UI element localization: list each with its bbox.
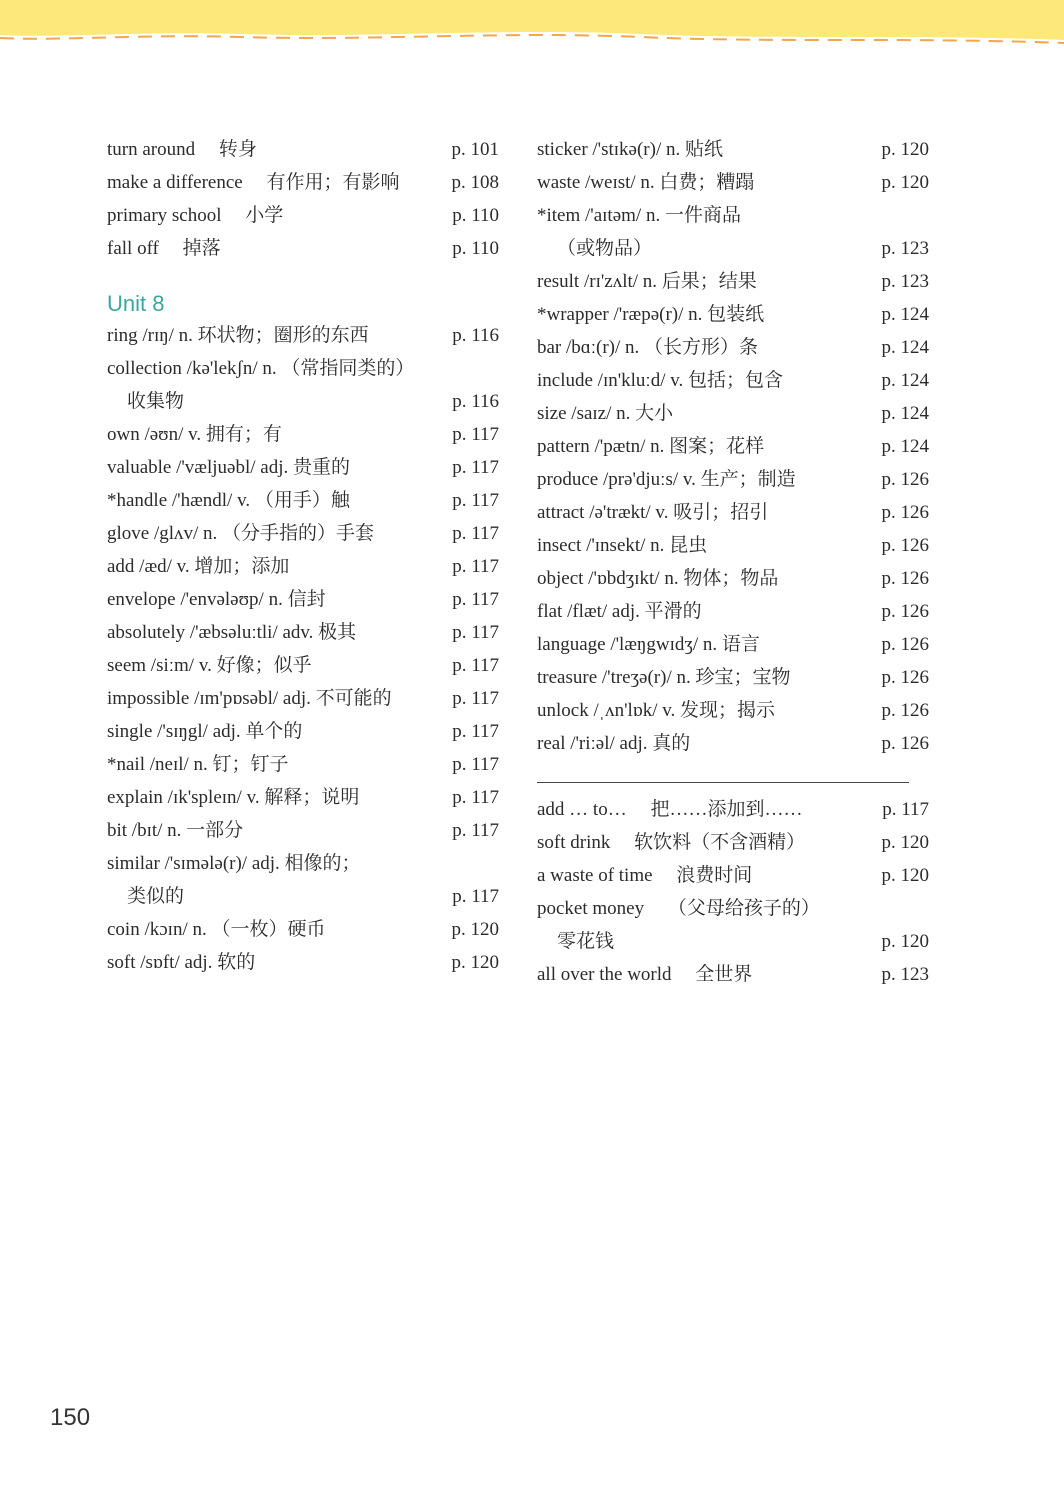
entry-text: *item /'aɪtəm/ n. 一件商品 xyxy=(537,205,741,226)
entry-page-ref: p. 120 xyxy=(451,919,499,940)
vocab-entry xyxy=(107,781,499,814)
entry-page-ref: p. 126 xyxy=(881,634,929,655)
entry-text: add … to… 把……添加到…… xyxy=(537,799,803,820)
entry-page-ref: p. 117 xyxy=(452,424,499,445)
vocab-entry xyxy=(107,232,499,265)
vocab-entry xyxy=(107,583,499,616)
entry-page-ref: p. 126 xyxy=(881,502,929,523)
entry-text: real /'riːəl/ adj. 真的 xyxy=(537,733,691,754)
vocab-entry xyxy=(537,166,929,199)
entry-page-ref: p. 120 xyxy=(881,931,929,952)
entry-text: size /saɪz/ n. 大小 xyxy=(537,403,674,424)
entry-page-ref: p. 117 xyxy=(452,721,499,742)
entry-text: turn around 转身 xyxy=(107,139,257,160)
vocab-entry xyxy=(107,550,499,583)
entry-text: envelope /'envələʊp/ n. 信封 xyxy=(107,589,326,610)
vocab-entry xyxy=(537,859,929,892)
entry-page-ref: p. 126 xyxy=(881,568,929,589)
entry-text: pattern /'pætn/ n. 图案；花样 xyxy=(537,436,765,457)
entry-page-ref: p. 120 xyxy=(451,952,499,973)
vocab-entry xyxy=(537,892,929,925)
entry-text: （或物品） xyxy=(557,238,653,259)
entry-text: treasure /'treʒə(r)/ n. 珍宝；宝物 xyxy=(537,667,791,688)
entry-page-ref: p. 124 xyxy=(881,436,929,457)
vocab-entry xyxy=(107,682,499,715)
entry-text: glove /glʌv/ n. （分手指的）手套 xyxy=(107,523,375,544)
phrase-list-bottom xyxy=(537,793,929,991)
entry-page-ref: p. 117 xyxy=(452,457,499,478)
vocab-entry xyxy=(537,694,929,727)
entry-text: waste /weɪst/ n. 白费；糟蹋 xyxy=(537,172,755,193)
right-column xyxy=(537,133,929,991)
vocab-entry xyxy=(107,166,499,199)
entry-page-ref: p. 117 xyxy=(452,820,499,841)
entry-text: produce /prə'djuːs/ v. 生产；制造 xyxy=(537,469,796,490)
vocab-entry xyxy=(537,826,929,859)
vocab-entry xyxy=(537,496,929,529)
vocab-entry xyxy=(537,463,929,496)
vocab-entry xyxy=(107,418,499,451)
entry-page-ref: p. 101 xyxy=(451,139,499,160)
vocab-entry xyxy=(537,232,929,265)
entry-page-ref: p. 126 xyxy=(881,733,929,754)
entry-text: pocket money （父母给孩子的） xyxy=(537,898,820,919)
entry-page-ref: p. 117 xyxy=(452,787,499,808)
entry-page-ref: p. 126 xyxy=(881,667,929,688)
entry-page-ref: p. 117 xyxy=(452,754,499,775)
entry-page-ref: p. 120 xyxy=(881,865,929,886)
entry-text: *nail /neɪl/ n. 钉；钉子 xyxy=(107,754,289,775)
unit-heading: Unit 8 xyxy=(107,291,165,316)
entry-text: explain /ɪk'spleɪn/ v. 解释；说明 xyxy=(107,787,360,808)
entry-text: *handle /'hændl/ v. （用手）触 xyxy=(107,490,350,511)
entry-text: all over the world 全世界 xyxy=(537,964,753,985)
entry-text: fall off 掉落 xyxy=(107,238,221,259)
entry-text: language /'læŋgwɪdʒ/ n. 语言 xyxy=(537,634,760,655)
entry-text: attract /ə'trækt/ v. 吸引；招引 xyxy=(537,502,769,523)
entry-page-ref: p. 124 xyxy=(881,304,929,325)
entry-text: soft drink 软饮料（不含酒精） xyxy=(537,832,806,853)
vocab-entry xyxy=(107,616,499,649)
entry-page-ref: p. 117 xyxy=(452,490,499,511)
vocab-entry xyxy=(107,913,499,946)
vocab-entry xyxy=(537,727,929,760)
vocab-entry xyxy=(107,133,499,166)
vocab-entry xyxy=(107,880,499,913)
entry-page-ref: p. 117 xyxy=(882,799,929,820)
entry-page-ref: p. 126 xyxy=(881,700,929,721)
entry-text: make a difference 有作用；有影响 xyxy=(107,172,400,193)
entry-text: add /æd/ v. 增加；添加 xyxy=(107,556,290,577)
entry-text: result /rɪ'zʌlt/ n. 后果；结果 xyxy=(537,271,757,292)
vocab-entry xyxy=(537,364,929,397)
top-decorative-band xyxy=(0,0,1064,48)
entry-page-ref: p. 116 xyxy=(452,325,499,346)
entry-text: object /'ɒbdʒɪkt/ n. 物体；物品 xyxy=(537,568,779,589)
left-column xyxy=(107,133,499,979)
entry-page-ref: p. 126 xyxy=(881,535,929,556)
entry-text: primary school 小学 xyxy=(107,205,284,226)
vocab-entry xyxy=(107,484,499,517)
vocab-entry xyxy=(107,319,499,352)
entry-page-ref: p. 123 xyxy=(881,964,929,985)
entry-text: collection /kə'lekʃn/ n. （常指同类的） xyxy=(107,358,415,379)
entry-page-ref: p. 120 xyxy=(881,139,929,160)
vocab-entry xyxy=(537,958,929,991)
entry-text: 收集物 xyxy=(127,391,185,412)
entry-page-ref: p. 120 xyxy=(881,172,929,193)
vocab-entry xyxy=(107,946,499,979)
entry-text: bar /bɑː(r)/ n. （长方形）条 xyxy=(537,337,759,358)
entry-text: absolutely /'æbsəluːtli/ adv. 极其 xyxy=(107,622,357,643)
entry-page-ref: p. 124 xyxy=(881,403,929,424)
entry-page-ref: p. 117 xyxy=(452,523,499,544)
entry-page-ref: p. 124 xyxy=(881,337,929,358)
entry-page-ref: p. 120 xyxy=(881,832,929,853)
entry-page-ref: p. 110 xyxy=(452,238,499,259)
vocab-entry xyxy=(107,199,499,232)
vocab-entry xyxy=(537,265,929,298)
vocab-entry xyxy=(537,199,929,232)
vocab-entry xyxy=(537,397,929,430)
page-number: 150 xyxy=(50,1404,91,1431)
entry-text: sticker /'stɪkə(r)/ n. 贴纸 xyxy=(537,139,723,160)
entry-text: a waste of time 浪费时间 xyxy=(537,865,753,886)
vocabulary-list-left xyxy=(107,319,499,979)
entry-text: 零花钱 xyxy=(557,931,615,952)
vocab-entry xyxy=(107,847,499,880)
entry-text: bit /bɪt/ n. 一部分 xyxy=(107,820,244,841)
entry-text: similar /'sɪmələ(r)/ adj. 相像的； xyxy=(107,853,361,874)
entry-text: 类似的 xyxy=(127,886,185,907)
entry-page-ref: p. 117 xyxy=(452,655,499,676)
vocab-entry xyxy=(107,814,499,847)
section-divider xyxy=(537,782,909,783)
vocab-entry xyxy=(537,331,929,364)
entry-text: insect /'ɪnsekt/ n. 昆虫 xyxy=(537,535,708,556)
entry-page-ref: p. 117 xyxy=(452,622,499,643)
vocab-entry xyxy=(537,661,929,694)
vocab-entry xyxy=(537,298,929,331)
entry-page-ref: p. 123 xyxy=(881,271,929,292)
entry-text: impossible /ɪm'pɒsəbl/ adj. 不可能的 xyxy=(107,688,392,709)
vocab-entry xyxy=(537,925,929,958)
entry-page-ref: p. 117 xyxy=(452,589,499,610)
entry-text: coin /kɔɪn/ n. （一枚）硬币 xyxy=(107,919,326,940)
vocab-entry xyxy=(537,595,929,628)
entry-text: valuable /'væljuəbl/ adj. 贵重的 xyxy=(107,457,350,478)
entry-page-ref: p. 117 xyxy=(452,886,499,907)
entry-page-ref: p. 126 xyxy=(881,601,929,622)
entry-page-ref: p. 123 xyxy=(881,238,929,259)
vocab-entry xyxy=(107,451,499,484)
entry-text: unlock /ˌʌn'lɒk/ v. 发现；揭示 xyxy=(537,700,776,721)
phrase-list-top xyxy=(107,133,499,265)
vocab-entry xyxy=(537,133,929,166)
entry-text: *wrapper /'ræpə(r)/ n. 包装纸 xyxy=(537,304,765,325)
entry-page-ref: p. 116 xyxy=(452,391,499,412)
vocab-entry xyxy=(107,649,499,682)
vocab-entry xyxy=(107,352,499,385)
entry-text: flat /flæt/ adj. 平滑的 xyxy=(537,601,702,622)
vocab-entry xyxy=(537,562,929,595)
entry-page-ref: p. 124 xyxy=(881,370,929,391)
vocab-entry xyxy=(537,529,929,562)
vocab-entry xyxy=(537,793,929,826)
vocab-entry xyxy=(107,385,499,418)
entry-page-ref: p. 117 xyxy=(452,688,499,709)
entry-text: include /ɪn'kluːd/ v. 包括；包含 xyxy=(537,370,784,391)
entry-page-ref: p. 117 xyxy=(452,556,499,577)
entry-text: single /'sɪŋgl/ adj. 单个的 xyxy=(107,721,303,742)
entry-text: soft /sɒft/ adj. 软的 xyxy=(107,952,256,973)
vocab-entry xyxy=(107,715,499,748)
entry-page-ref: p. 126 xyxy=(881,469,929,490)
entry-text: own /əʊn/ v. 拥有；有 xyxy=(107,424,282,445)
entry-text: seem /siːm/ v. 好像；似乎 xyxy=(107,655,312,676)
vocab-entry xyxy=(107,748,499,781)
entry-text: ring /rɪŋ/ n. 环状物；圈形的东西 xyxy=(107,325,369,346)
vocab-entry xyxy=(537,628,929,661)
entry-page-ref: p. 110 xyxy=(452,205,499,226)
entry-page-ref: p. 108 xyxy=(451,172,499,193)
vocab-entry xyxy=(537,430,929,463)
vocabulary-list-right xyxy=(537,133,929,760)
vocab-entry xyxy=(107,517,499,550)
